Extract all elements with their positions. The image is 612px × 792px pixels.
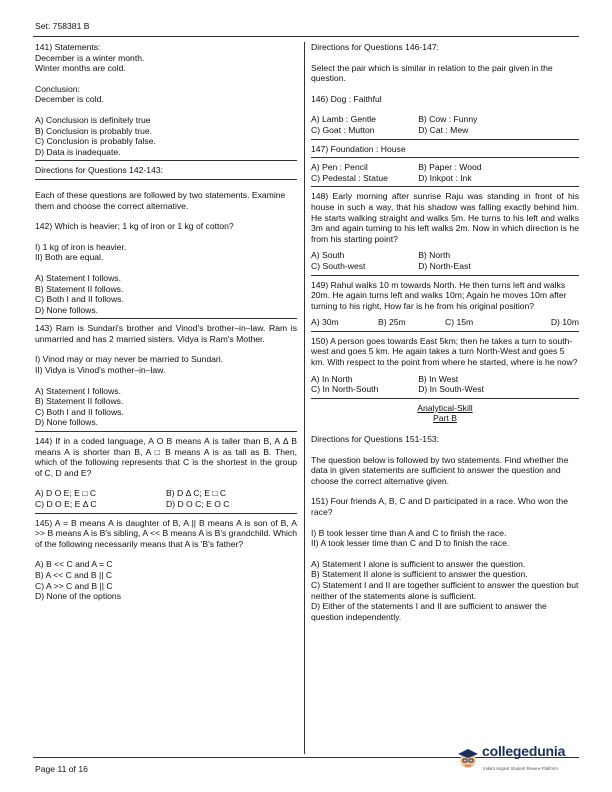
question-text: 145) A = B means A is daughter of B, A || B means A is son of B, A >> B means A is B's sibling, A << B means A is B's grandchild. Which of the following necessarily means that A is 'B's father? xyxy=(35,517,297,549)
option: C) Pedestal : Statue xyxy=(311,172,388,183)
divider xyxy=(35,160,297,161)
statement: I) 1 kg of iron is heavier. xyxy=(35,241,127,252)
divider xyxy=(311,139,579,140)
statement: II) A took lesser time than C and D to finish the race. xyxy=(311,538,510,549)
directions-text: Select the pair which is similar in relation to the pair given in the question. xyxy=(311,62,553,84)
directions-146-147 xyxy=(311,42,579,84)
question-142 xyxy=(35,221,297,315)
brand-tagline: India's largest Student Review Platform xyxy=(483,766,558,771)
option: C) 15m xyxy=(445,317,474,328)
section-title: Analytical-Skill xyxy=(417,402,473,413)
header-divider xyxy=(33,36,579,37)
directions-151-153 xyxy=(311,434,579,486)
option: C) South-west xyxy=(311,260,366,271)
question-145 xyxy=(35,518,297,602)
question-text: 149) Rahul walks 10 m towards North. He then turns left and walks 20m. He again turns left and walks 10m; Again he moves 10m after turning to his right, How far is he from his original position? xyxy=(311,279,567,311)
option: C) Statement I and II are together sufficient to answer the question but neither of the statements alone is sufficient. xyxy=(311,579,579,601)
option: C) D O E; E Δ C xyxy=(35,499,97,509)
question-147 xyxy=(311,144,579,184)
brand-name: collegedunia xyxy=(482,743,566,759)
question-148 xyxy=(311,191,579,271)
option: A) South xyxy=(311,250,345,261)
section-heading xyxy=(311,403,579,424)
right-column xyxy=(311,42,579,622)
divider xyxy=(311,331,579,332)
option: B) Statement II alone is sufficient to answer the question. xyxy=(311,569,528,580)
option: D) 10m xyxy=(550,317,579,328)
option: B) Conclusion is probably true. xyxy=(35,125,153,136)
question-text: 143) Ram is Sundari's brother and Vinod's brother–in–law. Ram is unmarried and has 2 married sisters. Vidya is Ram's Mother. xyxy=(35,323,297,344)
option: D) D O C; E O C xyxy=(166,499,230,509)
divider xyxy=(311,275,579,276)
option: A) Pen : Pencil xyxy=(311,162,368,173)
option: D) None of the options xyxy=(35,591,121,602)
directions-text: Each of these questions are followed by two statements. Examine them and choose the correct alternative. xyxy=(35,189,286,211)
divider xyxy=(35,431,297,432)
question-text: 146) Dog : Faithful xyxy=(311,93,382,104)
question-text: 142) Which is heavier; 1 kg of iron or 1 kg of cotton? xyxy=(35,221,234,232)
option: A) Statement I follows. xyxy=(35,272,121,283)
option: D) North-East xyxy=(418,260,471,271)
option: C) Both I and II follows. xyxy=(35,294,124,305)
option: D) Inkpot : Ink xyxy=(418,172,472,183)
option: D) Data is inadequate. xyxy=(35,146,121,157)
question-141 xyxy=(35,42,297,157)
section-part: Part B xyxy=(433,413,457,424)
question-text: 147) Foundation : House xyxy=(311,143,406,154)
divider xyxy=(311,157,579,158)
option: B) North xyxy=(418,250,451,261)
option: A) Statement I follows. xyxy=(35,385,121,396)
option: C) In North-South xyxy=(311,384,379,395)
set-label: Set: 758381 B xyxy=(35,21,90,31)
option: A) D O E; E □ C xyxy=(35,488,97,499)
option: D) Either of the statements I and II are sufficient to answer the question independently. xyxy=(311,601,547,622)
question-143 xyxy=(35,323,297,428)
divider xyxy=(35,318,297,319)
left-column xyxy=(35,42,297,602)
divider xyxy=(35,513,297,514)
option: A) Lamb : Gentle xyxy=(311,114,376,125)
question-text: 144) If in a coded language, A O B means A is taller than B, A Δ B means A is shorter than B, A □ B means A is as tall as B. Then, which of the following represents that C is the shortest in the group of C, D and E? xyxy=(35,436,297,478)
option: C) Both I and II follows. xyxy=(35,406,124,417)
option: A) Conclusion is definitely true xyxy=(35,114,151,125)
statement: I) B took lesser time than A and C to finish the race. xyxy=(311,527,507,538)
directions-title: Directions for Questions 146-147: xyxy=(311,42,440,52)
statement: December is a winter month. xyxy=(35,52,145,63)
statement: II) Vidya is Vinod's mother–in–law. xyxy=(35,365,166,376)
option: B) Statement II follows. xyxy=(35,396,124,407)
option: A) In North xyxy=(311,373,353,384)
option: A) 30m xyxy=(311,317,339,328)
directions-title: Directions for Questions 142-143: xyxy=(35,165,164,176)
option: C) Conclusion is probably false. xyxy=(35,136,156,147)
option: A) Statement I alone is sufficient to answer the question. xyxy=(311,558,526,569)
option: D) In South-West xyxy=(418,384,484,395)
question-144 xyxy=(35,436,297,510)
graduate-icon xyxy=(456,746,480,770)
option: D) Cat : Mew xyxy=(418,124,469,135)
directions-142-143 xyxy=(35,165,297,211)
option: B) Paper : Wood xyxy=(418,162,482,173)
option: B) A << C and B || C xyxy=(35,569,113,580)
question-149 xyxy=(311,280,579,328)
directions-title: Directions for Questions 151-153: xyxy=(311,434,440,445)
brand-logo xyxy=(456,744,588,778)
question-151 xyxy=(311,496,579,622)
question-title: 141) Statements: xyxy=(35,42,101,52)
question-text: 148) Early morning after sunrise Raju was standing in front of his house in such a way, that his shadow was falling exactly behind him. He starts walking straight and walks 5m. He turns to his left and walks 3m and again turning to his left walks 2m. Now in which direction is he from his starting point? xyxy=(311,191,579,244)
option: B) In West xyxy=(418,373,459,384)
divider xyxy=(35,179,297,180)
question-150 xyxy=(311,336,579,395)
question-text: 151) Four friends A, B, C and D participated in a race. Who won the race? xyxy=(311,496,568,517)
page-number: Page 11 of 16 xyxy=(35,764,88,774)
option: C) A >> C and B || C xyxy=(35,580,113,591)
option: C) Goat : Mutton xyxy=(311,124,375,135)
statement: II) Both are equal. xyxy=(35,252,104,263)
option: B) Cow : Funny xyxy=(418,114,478,125)
option: B) Statement II follows. xyxy=(35,283,124,294)
option: B) D Δ C; E □ C xyxy=(166,488,227,499)
conclusion: December is cold. xyxy=(35,94,104,105)
option: D) None follows. xyxy=(35,417,99,428)
question-text: 150) A person goes towards East 5km; then he takes a turn to south-west and goes 5 km. He again takes a turn North-West and goes 5 km. With respect to the point from where he started, where is he now? xyxy=(311,335,578,368)
option: B) 25m xyxy=(378,317,406,328)
column-divider xyxy=(304,42,305,754)
conclusion-label: Conclusion: xyxy=(35,83,80,94)
directions-text: The question below is followed by two statements. Find whether the data in given statements are sufficient to answer the question and choose the correct alternative given. xyxy=(311,454,569,486)
divider xyxy=(311,186,579,187)
statement: Winter months are cold. xyxy=(35,63,126,74)
option: D) None follows. xyxy=(35,304,99,315)
question-146 xyxy=(311,94,579,136)
divider xyxy=(311,398,579,399)
option: A) B << C and A = C xyxy=(35,559,113,570)
statement: I) Vinod may or may never be married to Sundari. xyxy=(35,354,224,365)
